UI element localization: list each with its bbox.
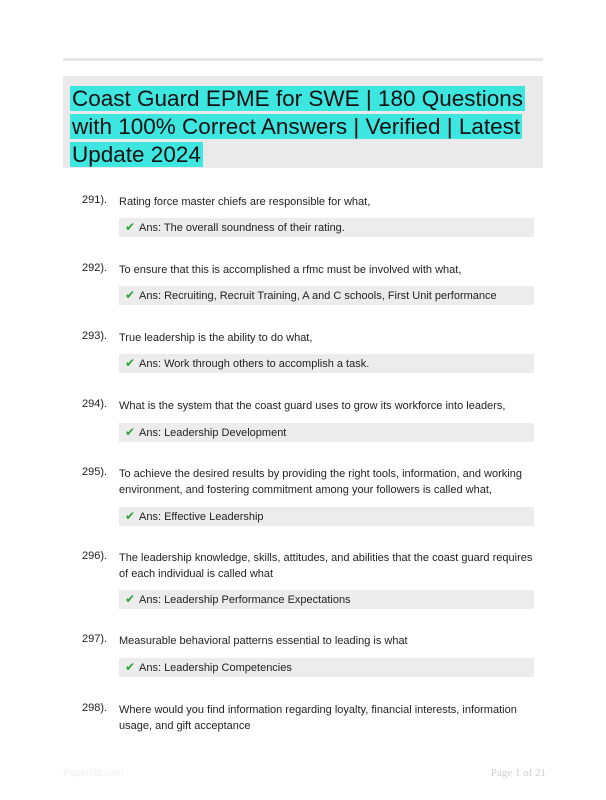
- answer-box: [119, 658, 534, 677]
- answer-box: [119, 286, 534, 305]
- question-number: 298).: [82, 702, 108, 714]
- question-number: 291).: [82, 194, 108, 206]
- answer-text: Ans: Leadership Competencies: [139, 662, 292, 674]
- answer-text: Ans: Effective Leadership: [139, 511, 264, 523]
- footer-watermark: Paperlibl.com: [63, 768, 124, 779]
- check-icon: ✔: [125, 288, 136, 302]
- answer-box: [119, 423, 534, 442]
- document-title: Coast Guard EPME for SWE | 180 Questions with 100% Correct Answers | Verified | Latest Update 2024: [72, 86, 524, 167]
- question-number: 293).: [82, 330, 108, 342]
- question-text: True leadership is the ability to do what,: [119, 332, 313, 344]
- question-number: 294).: [82, 398, 108, 410]
- check-icon: ✔: [125, 509, 136, 523]
- question-number: 297).: [82, 633, 108, 645]
- question-text: The leadership knowledge, skills, attitudes, and abilities that the coast guard requires of each individual is called what: [119, 552, 533, 580]
- question-text: What is the system that the coast guard uses to grow its workforce into leaders,: [119, 400, 506, 412]
- question-text: Measurable behavioral patterns essential to leading is what: [119, 635, 408, 647]
- answer-text: Ans: The overall soundness of their rating.: [139, 222, 345, 234]
- question-number: 295).: [82, 466, 108, 478]
- check-icon: ✔: [125, 592, 136, 606]
- question-number: 296).: [82, 550, 108, 562]
- question-text: Where would you find information regarding loyalty, financial interests, information usage, and gift acceptance: [119, 704, 517, 732]
- answer-box: [119, 354, 534, 373]
- page-number: Page 1 of 21: [490, 767, 546, 779]
- question-text: To ensure that this is accomplished a rfmc must be involved with what,: [119, 264, 462, 276]
- answer-box: [119, 218, 534, 237]
- answer-text: Ans: Recruiting, Recruit Training, A and C schools, First Unit performance: [139, 290, 497, 302]
- answer-text: Ans: Leadership Performance Expectations: [139, 594, 351, 606]
- question-number: 292).: [82, 262, 108, 274]
- check-icon: ✔: [125, 660, 136, 674]
- answer-box: [119, 507, 534, 526]
- check-icon: ✔: [125, 356, 136, 370]
- question-text: Rating force master chiefs are responsible for what,: [119, 196, 371, 208]
- check-icon: ✔: [125, 425, 136, 439]
- question-text: To achieve the desired results by providing the right tools, information, and working environment, and fostering commitment among your followers is called what,: [119, 468, 522, 496]
- check-icon: ✔: [125, 220, 136, 234]
- top-divider: [63, 58, 543, 61]
- answer-text: Ans: Leadership Development: [139, 427, 287, 439]
- answer-text: Ans: Work through others to accomplish a task.: [139, 358, 370, 370]
- answer-box: [119, 590, 534, 609]
